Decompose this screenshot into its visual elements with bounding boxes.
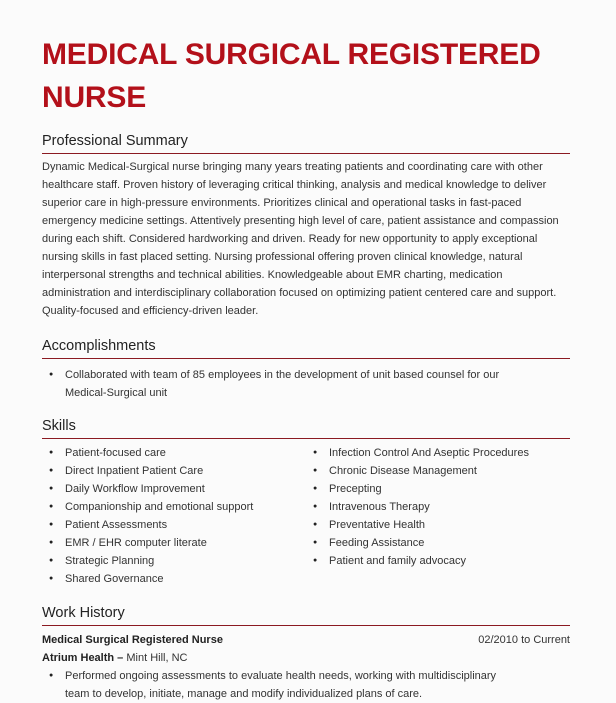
list-item: ● Shared Governance xyxy=(42,570,306,588)
name-line-1: MEDICAL SURGICAL REGISTERED xyxy=(42,38,541,71)
section-title: Accomplishments xyxy=(42,338,570,359)
list-item: ● Patient and family advocacy xyxy=(306,552,570,570)
list-item: ● Precepting xyxy=(306,480,570,498)
section-work-history xyxy=(42,605,570,703)
job-entry xyxy=(42,631,570,703)
section-professional-summary xyxy=(42,133,570,320)
job-location: Mint Hill, NC xyxy=(126,652,188,664)
section-title: Work History xyxy=(42,605,570,626)
list-item: ● Patient Assessments xyxy=(42,516,306,534)
section-title: Professional Summary xyxy=(42,133,570,154)
list-item: ● Performed ongoing assessments to evaluate health needs, working with multidisciplinary team to develop, initiate, manage and modify individualized plans of care. xyxy=(42,667,570,703)
list-item: ● Daily Workflow Improvement xyxy=(42,480,306,498)
skills-list-left xyxy=(42,444,306,588)
list-item: ● Strategic Planning xyxy=(42,552,306,570)
list-item: ● Direct Inpatient Patient Care xyxy=(42,462,306,480)
name-line-2: NURSE xyxy=(42,81,147,114)
list-item: ● Infection Control And Aseptic Procedures xyxy=(306,444,570,462)
list-item: ● EMR / EHR computer literate xyxy=(42,534,306,552)
job-employer-line xyxy=(42,649,570,667)
list-item: ● Intravenous Therapy xyxy=(306,498,570,516)
list-item: ● Chronic Disease Management xyxy=(306,462,570,480)
summary-text: Dynamic Medical-Surgical nurse bringing many years treating patients and coordinating care with other healthcare staff. Proven history of leveraging critical thinking, analysis and medical knowledge to deliver superior care in high-pressure environments. Prioritizes clinical and operational tasks in fast-paced emergency medicine settings. Attentively presenting high level of care, patient assistance and compassion during each shift. Considered hardworking and driven. Ready for new opportunity to apply exceptional nursing skills in fast placed setting. Nursing professional offering proven clinical knowledge, natural interpersonal strengths and technical abilities. Knowledgeable about EMR charting, medication administration and interdisciplinary collaboration focused on optimizing patient centered care and support. Quality-focused and efficiency-driven leader. xyxy=(42,161,559,317)
job-header xyxy=(42,631,570,649)
section-title: Skills xyxy=(42,418,570,439)
accomplishments-list xyxy=(42,366,570,402)
section-skills xyxy=(42,418,570,588)
skills-list-right xyxy=(306,444,570,588)
job-title: Medical Surgical Registered Nurse xyxy=(42,634,223,646)
list-item: ● Companionship and emotional support xyxy=(42,498,306,516)
job-bullets xyxy=(42,667,570,703)
list-item: ● Preventative Health xyxy=(306,516,570,534)
section-accomplishments xyxy=(42,338,570,402)
job-dates: 02/2010 to Current xyxy=(478,634,570,646)
skills-columns xyxy=(42,444,570,588)
job-employer: Atrium Health xyxy=(42,652,115,664)
resume-name xyxy=(42,33,582,119)
job-separator: – xyxy=(114,652,127,664)
list-item: ● Feeding Assistance xyxy=(306,534,570,552)
list-item: ● Collaborated with team of 85 employees in the development of unit based counsel for our Medical-Surgical unit xyxy=(42,366,570,402)
list-item: ● Patient-focused care xyxy=(42,444,306,462)
